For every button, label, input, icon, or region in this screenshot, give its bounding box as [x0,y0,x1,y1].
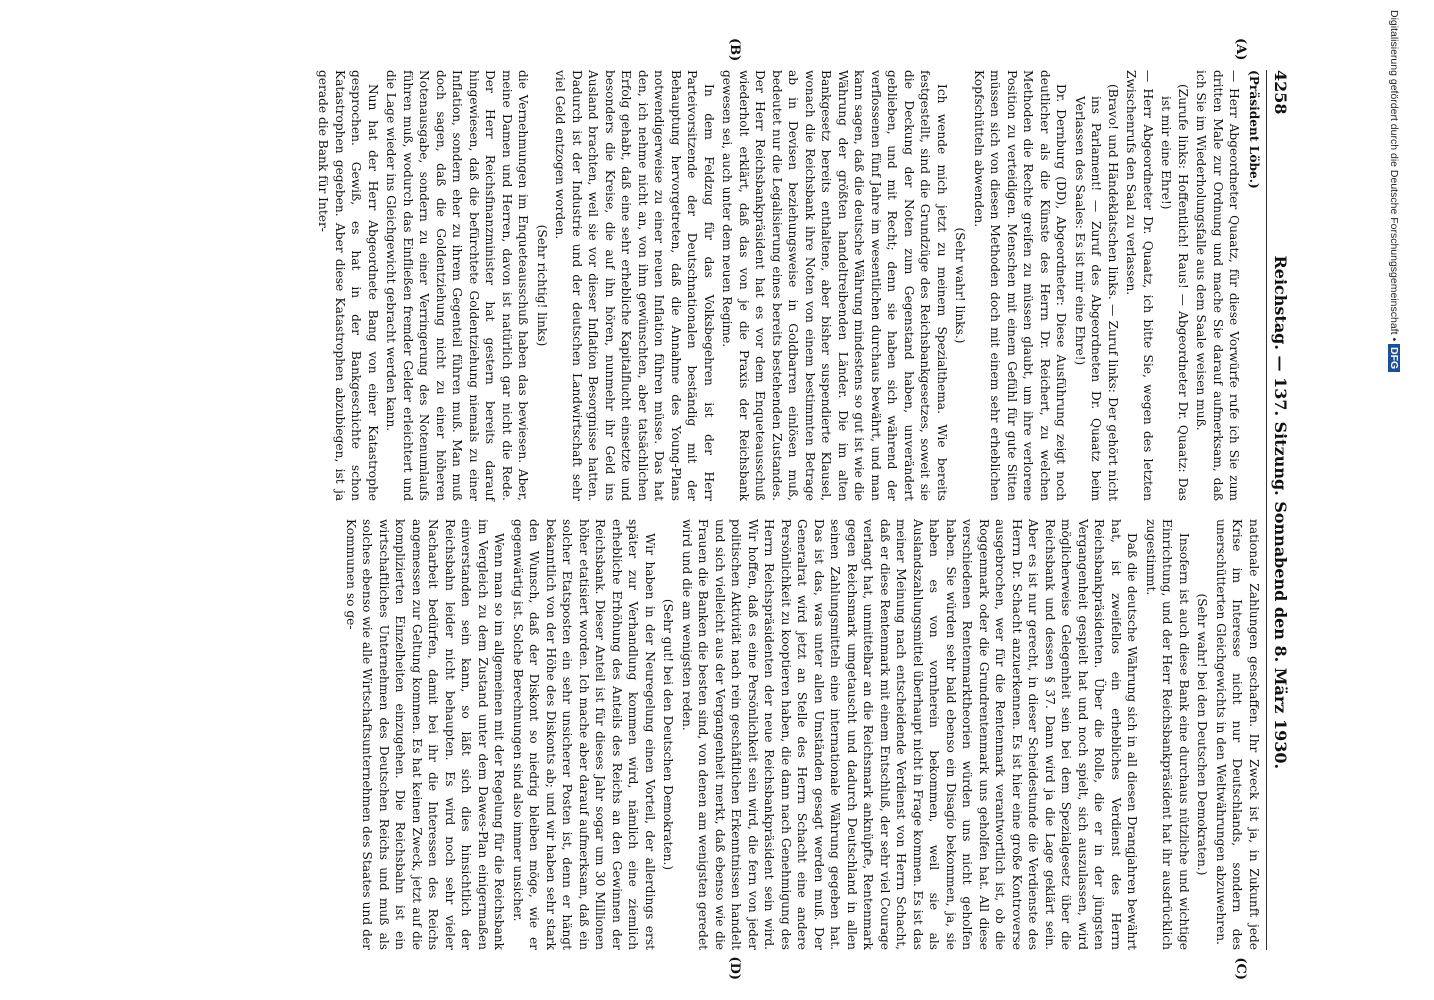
paragraph: — Herr Abgeordneter Quaatz, für diese Vorwürfe rufe ich Sie zum dritten Male zur Ordnung und mache Sie darauf aufmerksam, daß ich Sie im Wiederholungsfalle aus dem Saale weisen muß. [1194,70,1242,501]
margin-marker-d: (D) [727,956,742,980]
paragraph: Daß die deutsche Währung sich in all diesen Drangjahren bewährt hat, ist zweifellos ein erhebliches Verdienst des Herrn Reichsbankpräsidenten. Über die Rolle, die er in der jüngsten Vergangenheit gespielt hat und noch spielt, sich auszulassen, wird möglicherweise Gelegenheit sein bei dem Spezialgesetz über die Reichsbank und dessen § 37. Dann wird ja die Lage geklärt sein. Aber es ist nur gerecht, in dieser Scheidestunde die Verdienste des Herrn Dr. Schacht anzuerkennen. Es ist hier eine große Kontroverse ausgebrochen, wer für die Rentenmark verantwortlich ist, ob die Roggenmark oder die Grundrentenmark uns geholfen hat. All diese verschiedenen Rentenmarktheorien würden uns nicht geholfen haben. Sie würden sehr bald ebenso ein Disagio bekommen, ja, sie haben es von vornherein bekommen, weil sie als Auslandszahlungsmittel überhaupt nicht in Frage kommen. Es ist das meiner Meinung nach entscheidende Verdienst von Herrn Schacht, daß er diese Rentenmark mit einem Entschluß, der sehr viel Courage verlangt hat, unmittelbar an die Reichsmark anknüpfte, Rentenmark gegen Reichsmark umgetauscht und dadurch Deutschland in allen seinen Zahlungsmitteln eine internationale Währung gegeben hat. Das ist das, was unter allen Umständen gesagt werden muß. Der Generalrat wird jetzt an Stelle des Herrn Schacht eine andere Persönlichkeit zu kooptieren haben, die dann nach Genehmigung des Herrn Reichspräsidenten der neue Reichsbankpräsident sein wird. Wir hoffen, daß es eine Persönlichkeit sein wird, die fern von jeder politischen Aktivität nach rein geschäftlichen Erkenntnissen handelt und sich vielleicht aus der Vergangenheit merkt, daß ebenso wie die Frauen die Banken die besten sind, von denen am wenigsten geredet wird und die am wenigsten reden. [680,519,1140,950]
paragraph: Insofern ist auch diese Bank eine durchaus nützliche und wichtige Einrichtung, und der Herr Reichsbankpräsident hat ihr ausdrücklich zugestimmt. [1144,519,1191,950]
credit-text: Digitalisierung gefördert durch die Deutsche Forschungsgemeinschaft [1388,10,1400,335]
paragraph: Nun hat der Herr Abgeordnete Bang von einer Katastrophe gesprochen. Gewiß, es hat in der Bankgeschichte schon Katastrophen gegeben. Aber diese Katastrophen abzubiegen, ist ja gerade die Bank für Inter- [316,70,380,501]
paragraph: — Herr Abgeordneter Dr. Quaatz, ich bitte Sie, wegen des letzten Zwischenrufs den Saal zu verlassen. [1124,70,1155,501]
page-title: Reichstag. — 137. Sitzung. Sonnabend den 8. März 1930. [1271,255,1290,770]
margin-marker-b: (B) [727,38,742,62]
paragraph: In dem Feldzug für das Volksbegehren ist der Herr Parteivorsitzende der Deutschnationalen beständig mit der Behauptung hervorgetreten, daß die Annahme des Young-Plans notwendigerweise zu einer neuen Inflation führen müsse. Das hat den, ich nehme nicht an, von ihm gewünschten, aber tatsächlichen Erfolg gehabt, daß eine sehr erhebliche Kapitalflucht einsetzte und besonders die Kreise, die auf ihn hören, nunmehr ihr Geld ins Ausland brachten, weil sie vor dieser Inflation Besorgnisse hatten. Dadurch ist der Industrie und der deutschen Landwirtschaft sehr viel Geld entzogen worden. [553,70,716,501]
interjection: (Zurufe links: Hoffentlich! Raus! — Abgeordneter Dr. Quaatz: Das ist mir eine Ehre!) [1159,84,1190,501]
rotated-page [80,38,1290,980]
dfg-logo: DFG [1388,344,1400,372]
paragraph: Ich wende mich jetzt zu meinem Spezialthema. Wie bereits festgestellt, sind die Grundzüge des Reichsbankgesetzes, soweit sie die Deckung der Noten zum Gegenstand haben, unverändert geblieben, und mit Recht; denn sie haben sich während der verflossenen fünf Jahre im wesentlichen durchaus bewährt, und man kann sagen, daß die deutsche Währung mindestens so gut ist wie die Währung der größten handeltreibenden Länder. Die im alten Bankgesetz bereits enthaltene, aber bisher suspendierte Klausel, wonach die Reichsbank ihre Noten von einem bestimmten Betrage ab in Devisen beziehungsweise in Goldbarren einlösen muß, bedeutet nur die Legalisierung eines bereits bestehenden Zustandes. Der Herr Reichsbankpräsident hat es vor dem Enqueteausschuß wiederholt erklärt, daß das von je die Praxis der Reichsbank gewesen sei, auch unter dem neuen Regime. [720,70,949,501]
interjection: (Sehr gut! bei den Deutschen Demokraten.) [661,598,676,871]
text-columns [112,38,1262,980]
president-heading: (Präsident Löbe.) [1247,70,1261,189]
interjection: (Bravo! und Händeklatschen links. — Zuruf links: Der gehört nicht ins Parlament! — Zuruf des Abgeordneten Dr. Quaatz beim Verlassen des Saales: Es ist mir eine Ehre!) [1073,84,1120,501]
page-header [1266,70,1290,950]
paragraph: Wir haben in der Neuregelung einen Vorteil, der allerdings erst später zur Verhandlung kommen wird, nämlich eine ziemlich erhebliche Erhöhung des Anteils des Reichs an den Gewinnen der Reichsbank. Dieser Anteil ist für dieses Jahr sogar um 30 Millionen höher etatisiert worden. Ich mache aber darauf aufmerksam, daß ein solcher Etatsposten ein sehr unsicherer Posten ist, denn er hängt bekanntlich von der Höhe des Diskonts ab; und wir haben sehr stark den Wunsch, daß der Diskont so niedrig bleiben möge, wie er gegenwärtig ist. Solche Berechnungen sind also immer unsicher. [511,519,657,950]
paragraph: Dr. Dernburg (DD), Abgeordneter: Diese Ausführung zeigt noch deutlicher als die Künste des Herrn Dr. Reichert, zu welchen Methoden die Rechte greifen zu müssen glaubt, um ihre verlorene Position zu verteidigen. Menschen mit einem Gefühl für gute Sitten müssen sich von diesen Methoden doch mit einem sehr erheblichen Kopfschütteln abwenden. [972,70,1069,501]
column-left [112,38,1262,501]
page-number: 4258 [1271,70,1290,115]
margin-marker-c: (C) [1233,957,1248,980]
paragraph: Wenn man so im allgemeinen mit der Regelung für die Reichsbank im Vergleich zu dem Zustand unter dem Dawes-Plan einigermaßen einverstanden sein kann, so läßt sich dies hinsichtlich der Reichsbahn leider nicht behaupten. Es wird noch sehr vieler Nacharbeit bedürfen, damit bei ihr die Interessen des Reichs angemessen zur Geltung kommen. Es hat keinen Zweck, jetzt auf die komplizierten Einzelheiten einzugehen. Die Reichsbahn ist ein wirtschaftliches Unternehmen des Deutschen Reichs und muß als solches ebenso wie alle Wirtschaftsunternehmen des Staates und der Kommunen so ge- [344,519,507,950]
column-right [112,519,1262,980]
interjection: (Sehr richtig! links) [535,224,549,347]
margin-marker-a: (A) [1233,38,1248,61]
paragraph: die Vernehmungen im Enqueteausschuß haben das bewiesen. Aber, meine Damen und Herren, davon ist natürlich gar nicht die Rede. Der Herr Reichsfinanzminister hat gestern bereits darauf hingewiesen, daß die befürchtete Goldentziehung niemals zu einer Inflation, sondern eher zu ihrem Gegenteil führen muß. Man muß doch sagen, daß die Goldentziehung nicht zu einer höheren Notenausgabe, sondern zu einer Verringerung des Notenumlaufs führen muß, wodurch das Einfließen fremder Gelder erleichtert und die Lage wieder ins Gleichgewicht gebracht werden kann. [384,70,531,501]
interjection: (Sehr wahr! links.) [953,227,968,344]
paragraph: nationale Zahlungen geschaffen. Ihr Zweck ist ja, in Zukunft jede Krise im Interesse nicht nur Deutschlands, sondern des unerschütterten Gleichgewichts in den Weltwährungen abzuwehren. [1214,519,1261,950]
digitization-credit: Digitalisierung gefördert durch die Deutsche Forschungsgemeinschaft • DFG [1380,10,1400,990]
interjection: (Sehr wahr! bei den Deutschen Demokraten.) [1195,593,1210,876]
